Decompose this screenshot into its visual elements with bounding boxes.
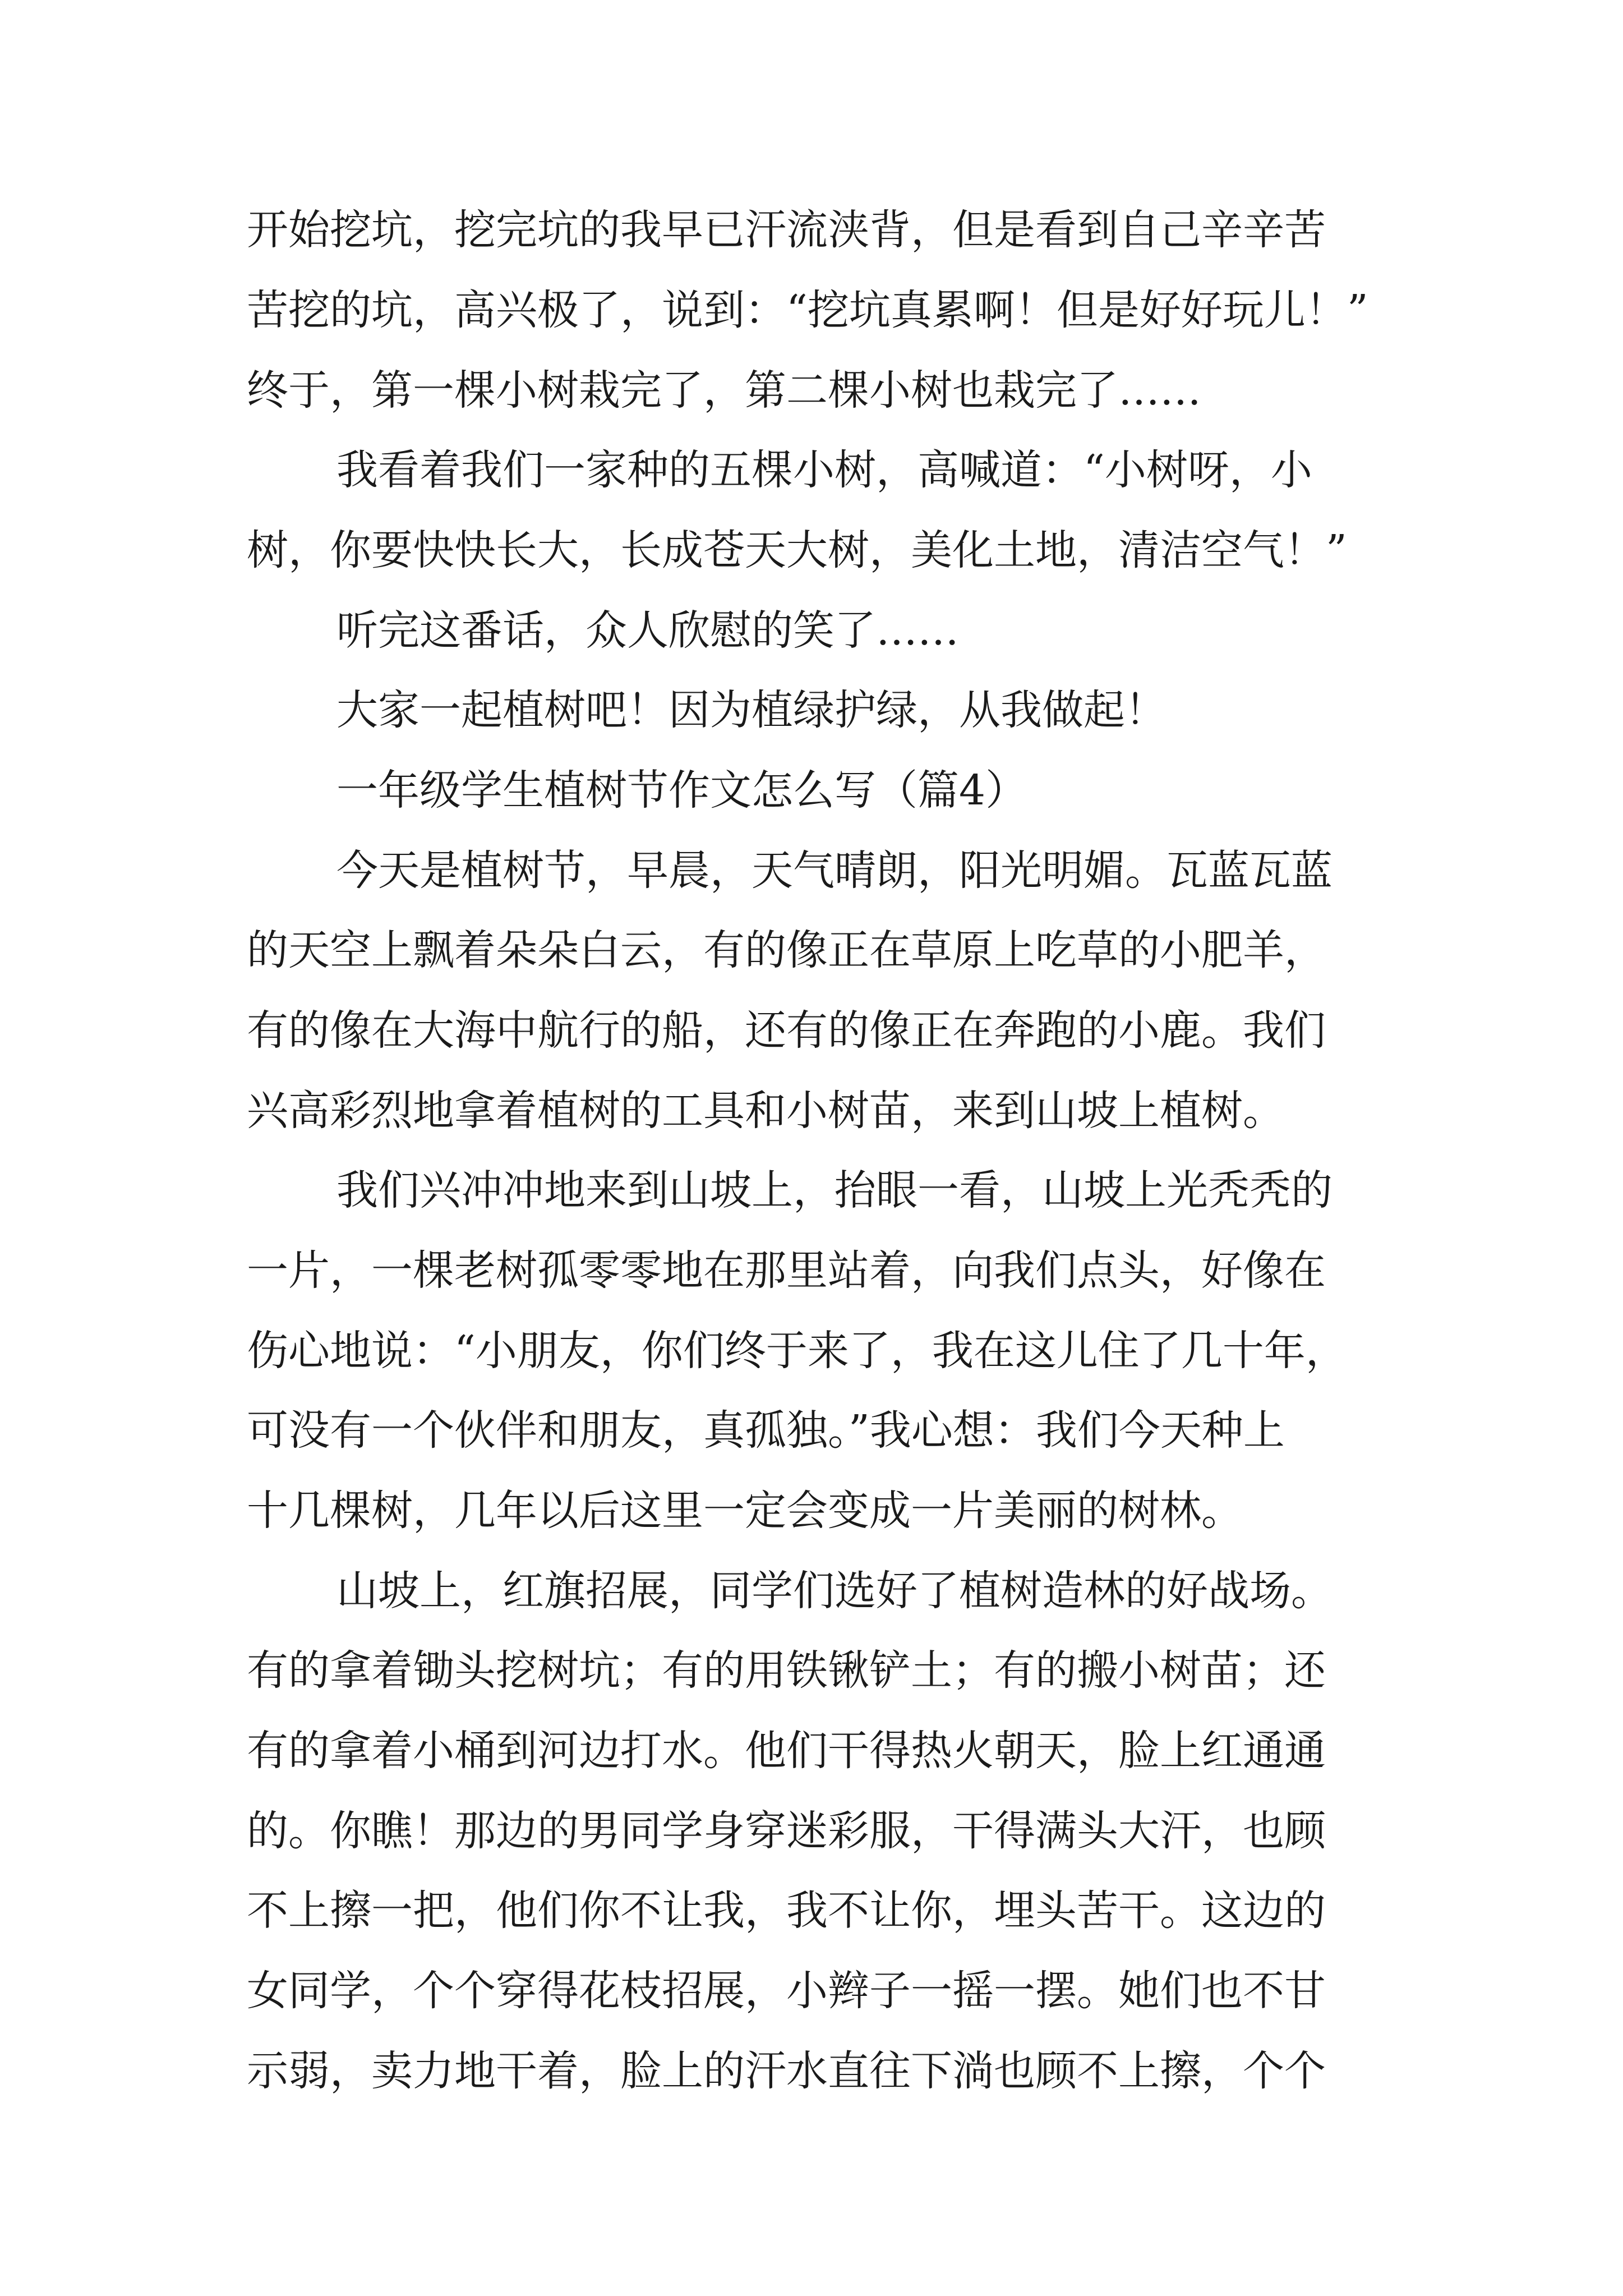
text-line: 的天空上飘着朵朵白云，有的像正在草原上吃草的小肥羊， [247,926,1326,974]
text-line: 女同学，个个穿得花枝招展，小辫子一摇一摆。她们也不甘 [247,1967,1326,2015]
text-line: 终于，第一棵小树栽完了，第二棵小树也栽完了…… [247,366,1201,415]
text-line: 有的拿着锄头挖树坑；有的用铁锹铲土；有的搬小树苗；还 [247,1646,1326,1695]
text-line: 有的像在大海中航行的船，还有的像正在奔跑的小鹿。我们 [247,1006,1326,1055]
text-line: 兴高彩烈地拿着植树的工具和小树苗，来到山坡上植树。 [247,1087,1284,1135]
text-line: 可没有一个伙伴和朋友，真孤独。”我心想：我们今天种上 [247,1406,1285,1455]
text-line: 示弱，卖力地干着，脸上的汗水直往下淌也顾不上擦，个个 [247,2047,1326,2095]
paragraph-first-line: 大家一起植树吧！因为植绿护绿，从我做起！ [336,686,1166,734]
paragraph-first-line: 山坡上，红旗招展，同学们选好了植树造林的好战场。 [336,1567,1332,1615]
paragraph-first-line: 今天是植树节，早晨，天气晴朗，阳光明媚。瓦蓝瓦蓝 [336,846,1332,895]
text-line: 开始挖坑，挖完坑的我早已汗流浃背，但是看到自己辛辛苦 [247,206,1326,254]
text-line: 苦挖的坑，高兴极了，说到：“挖坑真累啊！但是好好玩儿！” [247,286,1368,334]
section-heading: 一年级学生植树节作文怎么写（篇4） [336,766,1027,815]
paragraph-first-line: 我们兴冲冲地来到山坡上，抬眼一看，山坡上光秃秃的 [336,1166,1332,1214]
text-line: 十几棵树，几年以后这里一定会变成一片美丽的树林。 [247,1487,1243,1535]
text-line: 有的拿着小桶到河边打水。他们干得热火朝天，脸上红通通 [247,1727,1326,1775]
text-line: 伤心地说：“小朋友，你们终于来了，我在这儿住了几十年， [247,1327,1347,1375]
paragraph-first-line: 听完这番话，众人欣慰的笑了…… [336,606,959,655]
paragraph-first-line: 我看着我们一家种的五棵小树，高喊道：“小树呀，小 [336,446,1312,494]
text-line: 树，你要快快长大，长成苍天大树，美化土地，清洁空气！” [247,526,1347,574]
text-line: 不上擦一把，他们你不让我，我不让你，埋头苦干。这边的 [247,1887,1326,1935]
text-line: 的。你瞧！那边的男同学身穿迷彩服，干得满头大汗，也顾 [247,1807,1326,1855]
text-line: 一片，一棵老树孤零零地在那里站着，向我们点头，好像在 [247,1246,1326,1295]
